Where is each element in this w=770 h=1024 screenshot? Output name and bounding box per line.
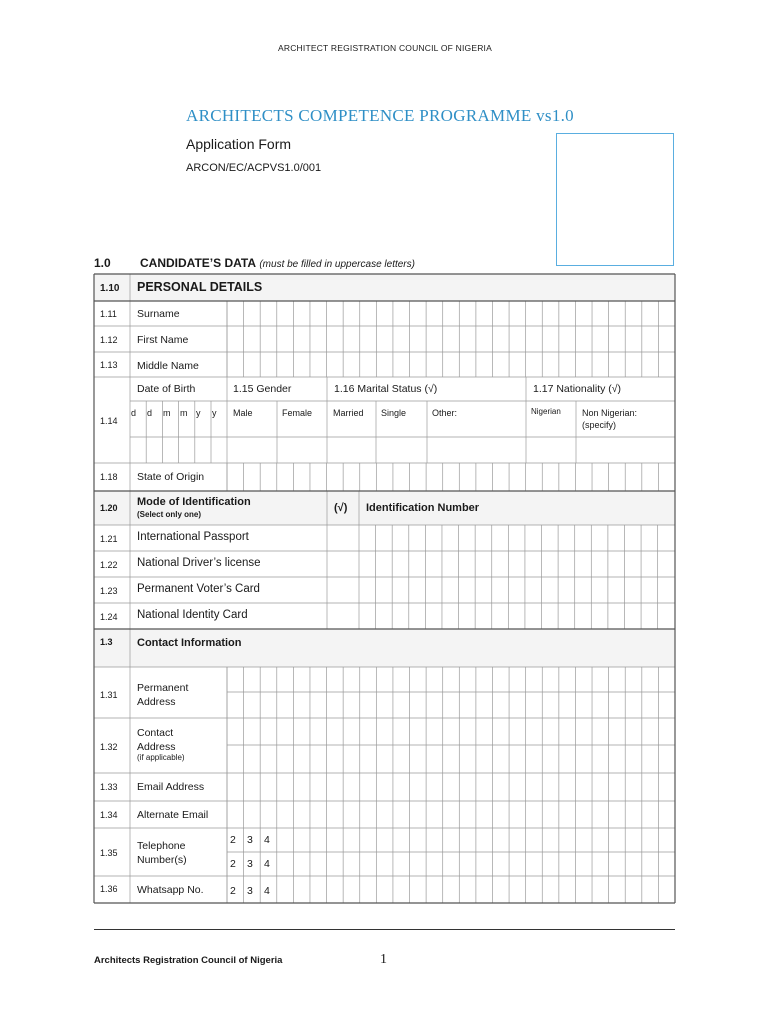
dob-label: Date of Birth <box>137 383 196 395</box>
section-title-text: CANDIDATE’S DATA <box>140 256 256 270</box>
marital-option-other: Other: <box>432 408 458 418</box>
dob-char: d <box>147 408 153 418</box>
middle-name-label: Middle Name <box>137 360 199 372</box>
nationality-specify-note: (specify) <box>582 420 617 430</box>
dob-char: d <box>131 408 137 418</box>
telephone-prefix-digit: 4 <box>264 834 270 846</box>
telephone-prefix-digit: 3 <box>247 834 253 846</box>
contact-address-number: 1.32 <box>100 742 118 752</box>
nationality-option-non-nigerian: Non Nigerian: <box>582 408 638 418</box>
origin-number: 1.18 <box>100 472 118 482</box>
telephone-prefix-digit: 2 <box>230 858 236 870</box>
contact-number: 1.3 <box>100 637 113 647</box>
gender-option-female: Female <box>282 408 313 418</box>
middle-name-number: 1.13 <box>100 360 118 370</box>
id-mode-number: 1.21 <box>100 534 118 544</box>
footer-divider <box>94 929 675 930</box>
whatsapp-prefix-digit: 3 <box>247 885 253 897</box>
footer-council-name: Architects Registration Council of Nigeria <box>94 955 283 966</box>
contact-title: Contact Information <box>137 637 242 649</box>
contact-address-note: (if applicable) <box>137 753 185 762</box>
telephone-number: 1.35 <box>100 848 118 858</box>
section-note: (must be filled in uppercase letters) <box>259 259 415 270</box>
whatsapp-number: 1.36 <box>100 884 118 894</box>
first-name-number: 1.12 <box>100 335 118 345</box>
alt-email-label: Alternate Email <box>137 809 209 821</box>
surname-number: 1.11 <box>100 309 117 319</box>
dob-row-number: 1.14 <box>100 416 118 426</box>
contact-address-label-line1: Contact <box>137 727 174 739</box>
personal-details-title: PERSONAL DETAILS <box>137 280 263 294</box>
surname-label: Surname <box>137 308 180 320</box>
email-number: 1.33 <box>100 782 118 792</box>
form-reference: ARCON/EC/ACPVS1.0/001 <box>186 162 322 174</box>
whatsapp-prefix-digit: 2 <box>230 885 236 897</box>
id-mode-voters-card: Permanent Voter’s Card <box>137 583 260 595</box>
personal-details-number: 1.10 <box>100 283 120 294</box>
origin-label: State of Origin <box>137 471 205 483</box>
nationality-label: 1.17 Nationality (√) <box>533 383 622 395</box>
nationality-option-nigerian: Nigerian <box>531 407 561 416</box>
section-number: 1.0 <box>94 256 111 270</box>
id-mode-number: 1.24 <box>100 612 118 622</box>
telephone-prefix-digit: 4 <box>264 858 270 870</box>
telephone-prefix-digit: 2 <box>230 834 236 846</box>
permanent-address-label-line2: Address <box>137 696 176 708</box>
dob-char: m <box>163 408 171 418</box>
marital-option-married: Married <box>333 408 364 418</box>
identification-tick-label: (√) <box>334 502 348 514</box>
id-mode-number: 1.23 <box>100 586 118 596</box>
marital-status-label: 1.16 Marital Status (√) <box>334 383 438 395</box>
telephone-label-line2: Number(s) <box>137 854 187 866</box>
identification-number-heading: 1.20 <box>100 503 118 513</box>
whatsapp-prefix-digit: 4 <box>264 885 270 897</box>
id-mode-national-id: National Identity Card <box>137 609 248 621</box>
gender-option-male: Male <box>233 408 253 418</box>
page-number: 1 <box>380 952 387 967</box>
alt-email-number: 1.34 <box>100 810 118 820</box>
telephone-prefix-digit: 3 <box>247 858 253 870</box>
gender-label: 1.15 Gender <box>233 383 292 395</box>
whatsapp-label: Whatsapp No. <box>137 884 204 896</box>
council-header: ARCHITECT REGISTRATION COUNCIL OF NIGERIA <box>278 43 492 53</box>
id-mode-passport: International Passport <box>137 531 249 543</box>
programme-title: ARCHITECTS COMPETENCE PROGRAMME vs1.0 <box>186 106 574 125</box>
id-mode-number: 1.22 <box>100 560 118 570</box>
marital-option-single: Single <box>381 408 407 418</box>
permanent-address-number: 1.31 <box>100 690 118 700</box>
id-mode-drivers-license: National Driver’s license <box>137 557 261 569</box>
dob-char: y <box>212 408 217 418</box>
first-name-label: First Name <box>137 334 189 346</box>
contact-address-label-line2: Address <box>137 741 176 753</box>
identification-title: Mode of Identification <box>137 496 251 508</box>
telephone-label-line1: Telephone <box>137 840 186 852</box>
form-subtitle: Application Form <box>186 136 292 152</box>
dob-char: m <box>180 408 188 418</box>
identification-id-number-label: Identification Number <box>366 502 480 514</box>
permanent-address-label-line1: Permanent <box>137 682 189 694</box>
dob-char: y <box>196 408 201 418</box>
identification-subnote: (Select only one) <box>137 510 202 519</box>
email-label: Email Address <box>137 781 205 793</box>
